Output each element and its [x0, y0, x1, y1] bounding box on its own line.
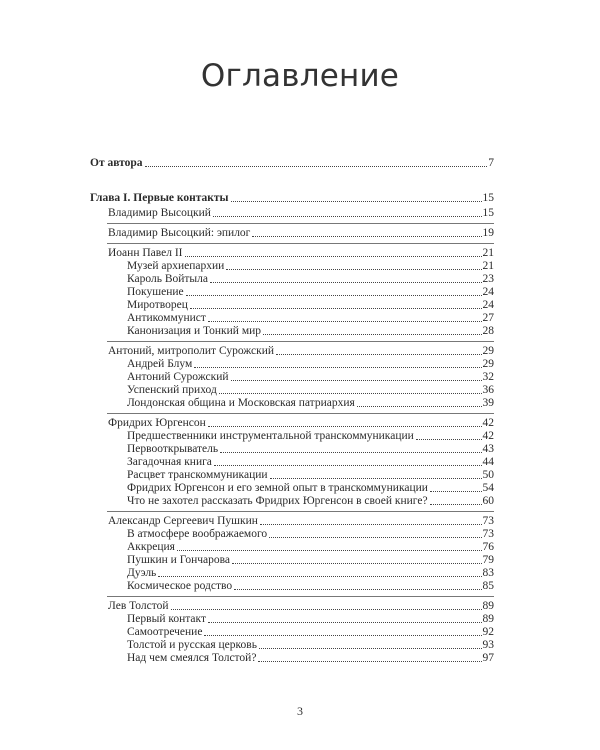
toc-entry-section[interactable] [90, 417, 494, 430]
leader-dots [259, 647, 482, 649]
leader-dots [177, 549, 482, 551]
leader-dots [263, 333, 481, 335]
toc-label: Лев Толстой [108, 600, 169, 612]
toc-entry-subsection[interactable] [90, 312, 494, 325]
toc-label: В атмосфере воображаемого [127, 528, 268, 540]
leader-dots [231, 200, 482, 202]
leader-dots [269, 536, 481, 538]
toc-page: 36 [482, 384, 494, 396]
table-of-contents [90, 157, 494, 665]
toc-label: Андрей Блум [127, 358, 193, 370]
toc-label: Дуэль [127, 567, 157, 579]
toc-page: 97 [482, 652, 494, 664]
toc-label: Расцвет транскоммуникации [127, 469, 268, 481]
toc-label: Успенский приход [127, 384, 217, 396]
toc-entry-chapter-1[interactable] [90, 192, 494, 205]
toc-label: Музей архиепархии [127, 260, 225, 272]
section-divider [107, 413, 494, 414]
toc-label: Что не захотел рассказать Фридрих Юргенсон в своей книге? [127, 495, 428, 507]
leader-dots [231, 379, 482, 381]
toc-page: 15 [482, 207, 494, 219]
toc-entry-subsection[interactable] [90, 580, 494, 593]
toc-entry-subsection[interactable] [90, 567, 494, 580]
toc-entry-section[interactable] [90, 515, 494, 528]
toc-label: Пушкин и Гончарова [127, 554, 231, 566]
toc-page: 29 [482, 345, 494, 357]
toc-label: Иоанн Павел II [108, 247, 183, 259]
leader-dots [258, 660, 481, 662]
toc-label: От автора [90, 157, 143, 169]
toc-label: Первооткрыватель [127, 443, 219, 455]
toc-page: 73 [482, 528, 494, 540]
toc-page: 83 [482, 567, 494, 579]
toc-page: 29 [482, 358, 494, 370]
toc-page: 50 [482, 469, 494, 481]
toc-page: 42 [482, 430, 494, 442]
leader-dots [210, 281, 482, 283]
toc-entry-subsection[interactable] [90, 371, 494, 384]
toc-entry-subsection[interactable] [90, 358, 494, 371]
toc-entry-subsection[interactable] [90, 528, 494, 541]
toc-page: 76 [482, 541, 494, 553]
leader-dots [190, 307, 482, 309]
leader-dots [252, 235, 481, 237]
toc-entry-section[interactable] [90, 600, 494, 613]
toc-entry-subsection[interactable] [90, 495, 494, 508]
toc-entry-from-author[interactable] [90, 157, 494, 170]
section-divider [107, 596, 494, 597]
toc-page: 39 [482, 397, 494, 409]
leader-dots [208, 320, 482, 322]
toc-entry-section[interactable] [90, 227, 494, 240]
toc-entry-subsection[interactable] [90, 626, 494, 639]
leader-dots [214, 464, 482, 466]
toc-entry-subsection[interactable] [90, 397, 494, 410]
spacer [90, 170, 494, 192]
leader-dots [208, 621, 482, 623]
toc-page: 79 [482, 554, 494, 566]
toc-entry-subsection[interactable] [90, 260, 494, 273]
section-divider [107, 341, 494, 342]
toc-page: 93 [482, 639, 494, 651]
leader-dots [171, 608, 482, 610]
toc-page: 28 [482, 325, 494, 337]
toc-page: 24 [482, 286, 494, 298]
toc-page: 19 [482, 227, 494, 239]
toc-page: 21 [482, 247, 494, 259]
toc-entry-subsection[interactable] [90, 430, 494, 443]
toc-label: Покушение [127, 286, 184, 298]
leader-dots [219, 392, 482, 394]
toc-label: Самоотречение [127, 626, 203, 638]
page-title: Оглавление [200, 58, 400, 94]
toc-label: Владимир Высоцкий: эпилог [108, 227, 251, 239]
toc-entry-section[interactable] [90, 247, 494, 260]
toc-page: 44 [482, 456, 494, 468]
leader-dots [232, 562, 481, 564]
toc-page: 43 [482, 443, 494, 455]
leader-dots [430, 503, 482, 505]
toc-page: 54 [482, 482, 494, 494]
leader-dots [213, 215, 482, 217]
toc-page: 89 [482, 613, 494, 625]
toc-label: Фридрих Юргенсон [108, 417, 206, 429]
leader-dots [430, 490, 482, 492]
leader-dots [145, 165, 488, 167]
leader-dots [226, 268, 481, 270]
toc-label: Канонизация и Тонкий мир [127, 325, 262, 337]
toc-label: Космическое родство [127, 580, 233, 592]
toc-label: Антоний Сурожский [127, 371, 229, 383]
toc-page: 27 [482, 312, 494, 324]
toc-label: Над чем смеялся Толстой? [127, 652, 257, 664]
toc-entry-subsection[interactable] [90, 456, 494, 469]
leader-dots [234, 588, 481, 590]
toc-page: 89 [482, 600, 494, 612]
toc-page: 32 [482, 371, 494, 383]
toc-entry-subsection[interactable] [90, 286, 494, 299]
toc-entry-subsection[interactable] [90, 273, 494, 286]
leader-dots [208, 425, 482, 427]
toc-page: 73 [482, 515, 494, 527]
toc-entry-section[interactable] [90, 345, 494, 358]
toc-entry-subsection[interactable] [90, 554, 494, 567]
toc-entry-subsection[interactable] [90, 541, 494, 554]
toc-page: 92 [482, 626, 494, 638]
toc-label: Александр Сергеевич Пушкин [108, 515, 258, 527]
toc-entry-subsection[interactable] [90, 469, 494, 482]
toc-entry-subsection[interactable] [90, 384, 494, 397]
section-divider [107, 243, 494, 244]
toc-entry-section[interactable] [90, 207, 494, 220]
leader-dots [220, 451, 481, 453]
leader-dots [416, 438, 482, 440]
toc-page: 23 [482, 273, 494, 285]
toc-label: Владимир Высоцкий [108, 207, 211, 219]
toc-entry-subsection[interactable] [90, 482, 494, 495]
toc-label: Лондонская община и Московская патриархия [127, 397, 355, 409]
leader-dots [204, 634, 481, 636]
leader-dots [185, 255, 482, 257]
toc-label: Антикоммунист [127, 312, 206, 324]
toc-entry-subsection[interactable] [90, 299, 494, 312]
toc-label: Предшественники инструментальной транскоммуникации [127, 430, 414, 442]
toc-page: 7 [488, 157, 494, 169]
leader-dots [194, 366, 481, 368]
leader-dots [270, 477, 482, 479]
toc-page: 85 [482, 580, 494, 592]
toc-label: Миротворец [127, 299, 188, 311]
toc-label: Антоний, митрополит Сурожский [108, 345, 275, 357]
toc-entry-subsection[interactable] [90, 325, 494, 338]
toc-entry-subsection[interactable] [90, 443, 494, 456]
page-number: 3 [297, 704, 303, 718]
toc-label: Толстой и русская церковь [127, 639, 257, 651]
toc-page: 24 [482, 299, 494, 311]
toc-label: Загадочная книга [127, 456, 212, 468]
toc-entry-subsection[interactable] [90, 613, 494, 626]
leader-dots [276, 353, 481, 355]
toc-label: Аккреция [127, 541, 175, 553]
toc-label: Фридрих Юргенсон и его земной опыт в транскоммуникации [127, 482, 428, 494]
toc-entry-subsection[interactable] [90, 639, 494, 652]
toc-label: Глава I. Первые контакты [90, 192, 229, 204]
leader-dots [158, 575, 481, 577]
section-divider [107, 223, 494, 224]
toc-entry-subsection[interactable] [90, 652, 494, 665]
leader-dots [186, 294, 482, 296]
section-divider [107, 511, 494, 512]
leader-dots [260, 523, 482, 525]
toc-label: Кароль Войтыла [127, 273, 208, 285]
toc-page: 21 [482, 260, 494, 272]
toc-page: 42 [482, 417, 494, 429]
toc-label: Первый контакт [127, 613, 206, 625]
leader-dots [357, 405, 482, 407]
toc-page: 60 [482, 495, 494, 507]
toc-page: 15 [482, 192, 494, 204]
